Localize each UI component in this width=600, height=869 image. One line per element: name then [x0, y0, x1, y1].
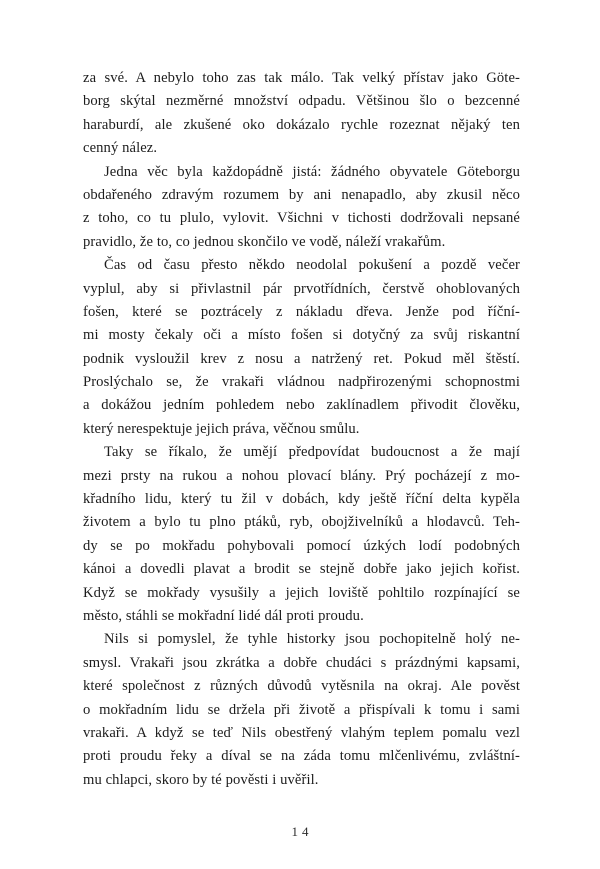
text-line: mezi prsty na rukou a nohou plovací blány. Prý pocházejí z mo-: [83, 467, 520, 484]
text-line: které společnost z různých důvodů vytěsnila na okraj. Ale pověst: [83, 678, 520, 695]
text-line: borg skýtal nezměrné množství odpadu. Většinou šlo o bezcenné: [83, 93, 520, 110]
page-text-block: [83, 67, 520, 792]
text-line: křadního lidu, který tu žil v dobách, kdy ještě říční delta kypěla: [83, 491, 520, 508]
text-line: životem a bylo tu plno ptáků, ryb, obojživelníků a hlodavců. Teh-: [83, 514, 520, 531]
text-line: haraburdí, ale zkušené oko dokázalo rychle rozeznat nějaký ten: [83, 116, 520, 133]
text-line: podnik vysloužil krev z nosu a natržený ret. Pokud měl štěstí.: [83, 350, 520, 367]
text-line: Proslýchalo se, že vrakaři vládnou nadpřirozenými schopnostmi: [83, 374, 520, 391]
text-line: dy se po mokřadu pohybovali pomocí úzkých lodí podobných: [83, 537, 520, 554]
text-line: Čas od času přesto někdo neodolal pokušení a pozdě večer: [104, 257, 520, 274]
paragraph: [83, 254, 520, 441]
text-line: který nerespektuje jejich práva, věčnou smůlu.: [83, 420, 360, 437]
text-line: pravidlo, že to, co jednou skončilo ve vodě, náleží vrakařům.: [83, 233, 446, 250]
text-line: vyplul, aby si přivlastnil pár prvotřídních, čerstvě ohoblovaných: [83, 280, 520, 297]
text-line: mi mosty čekaly oči a místo fošen si dotyčný za svůj riskantní: [83, 327, 520, 344]
text-line: Taky se říkalo, že umějí předpovídat budoucnost a že mají: [104, 444, 520, 461]
text-line: fošen, které se poztrácely z nákladu dřeva. Jenže pod říční-: [83, 303, 520, 320]
text-line: kánoi a dovedli plavat a brodit se stejně dobře jako jejich kořist.: [83, 561, 520, 578]
text-line: vrakaři. A když se teď Nils obestřený vlahým teplem pomalu vezl: [83, 724, 520, 741]
text-line: a dokážou jedním pohledem nebo zaklínadlem přivodit člověku,: [83, 397, 520, 414]
text-line: mu chlapci, skoro by té pověsti i uvěřil.: [83, 771, 319, 788]
text-line: smysl. Vrakaři jsou zkrátka a dobře chudáci s prázdnými kapsami,: [83, 654, 520, 671]
text-line: obdařeného zdravým rozumem by ani nenapadlo, aby zkusil něco: [83, 186, 520, 203]
text-line: za své. A nebylo toho zas tak málo. Tak velký přístav jako Göte-: [83, 70, 520, 86]
text-line: cenný nález.: [83, 140, 158, 157]
text-line: proti proudu řeky a díval se na záda tomu mlčenlivému, zvláštní-: [83, 748, 520, 765]
paragraph: [83, 161, 520, 255]
paragraph: [83, 67, 520, 161]
page-number: 14: [291, 824, 313, 839]
text-line: Jedna věc byla každopádně jistá: žádného obyvatele Göteborgu: [104, 163, 520, 180]
text-line: Když se mokřady vysušily a jejich loviště pohltilo rozpínající se: [83, 584, 520, 601]
text-line: Nils si pomyslel, že tyhle historky jsou pochopitelně holý ne-: [104, 631, 520, 648]
paragraph: [83, 628, 520, 792]
text-line: z toho, co tu plulo, vylovit. Všichni v tichosti dodržovali nepsané: [83, 210, 520, 227]
text-line: město, stáhli se mokřadní lidé dál proti proudu.: [83, 607, 364, 624]
paragraph: [83, 441, 520, 628]
text-line: o mokřadním lidu se držela při životě a přispívali k tomu i sami: [83, 701, 520, 718]
